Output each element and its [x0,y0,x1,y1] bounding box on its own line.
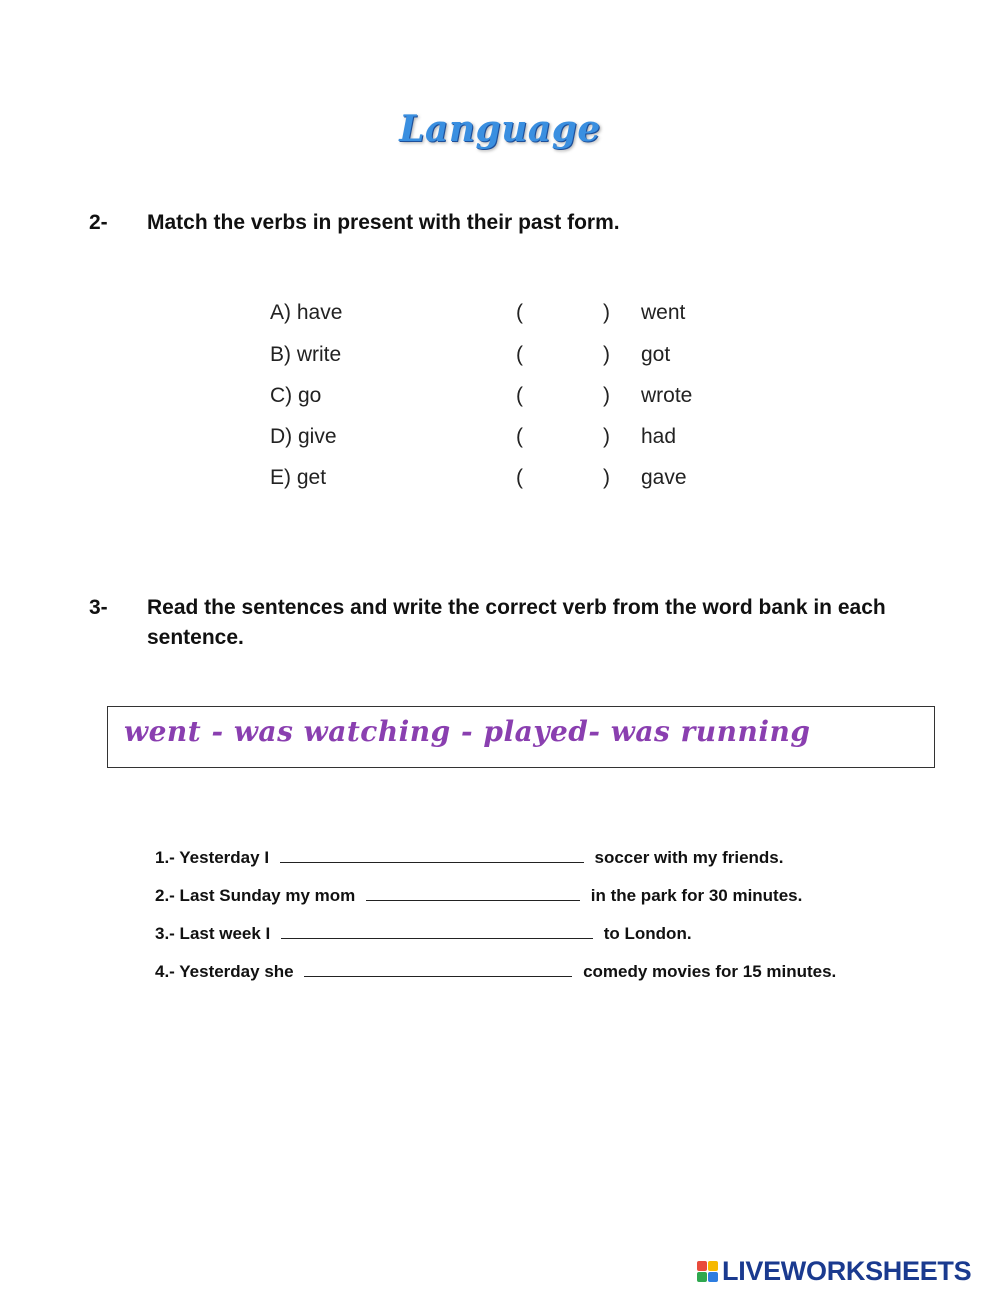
sentence-end: soccer with my friends. [594,848,784,867]
sentence-end: comedy movies for 15 minutes. [583,962,837,981]
past-verb: wrote [641,384,693,407]
logo-block [697,1261,707,1271]
sentence-1 [155,846,783,870]
past-verb: got [641,343,671,366]
answer-close-paren: ) [603,466,610,489]
logo-block [697,1272,707,1282]
past-verb: had [641,425,677,448]
answer-blank[interactable] [304,960,572,977]
sentence-end: to London. [603,924,692,943]
match-row [0,381,1000,411]
question-2-number: 2- [89,211,108,234]
answer-open-paren: ( [516,466,523,489]
present-verb: C) go [270,384,322,407]
match-row [0,340,1000,370]
present-verb: D) give [270,425,337,448]
answer-open-paren: ( [516,301,523,324]
page-title: Language [399,108,601,150]
past-verb: gave [641,466,687,489]
match-row [0,298,1000,328]
answer-open-paren: ( [516,384,523,407]
answer-close-paren: ) [603,343,610,366]
logo-block [708,1272,718,1282]
logo-block [708,1261,718,1271]
present-verb: A) have [270,301,343,324]
sentence-4 [155,960,836,984]
present-verb: B) write [270,343,342,366]
question-3-prompt: Read the sentences and write the correct verb from the word bank in each sentence. [147,596,886,649]
question-3-number: 3- [89,596,108,619]
answer-close-paren: ) [603,301,610,324]
sentence-start: 2.- Last Sunday my mom [155,886,356,905]
word-bank-box [107,706,935,768]
liveworksheets-logo [697,1256,971,1286]
sentence-end: in the park for 30 minutes. [590,886,803,905]
past-verb: went [641,301,686,324]
answer-open-paren: ( [516,343,523,366]
question-2-prompt: Match the verbs in present with their past form. [147,211,620,234]
sentence-2 [155,884,802,908]
sentence-start: 4.- Yesterday she [155,962,294,981]
word-bank-text: went - was watching - played- was running [124,715,811,748]
sentence-3 [155,922,692,946]
sentence-start: 1.- Yesterday I [155,848,270,867]
brand-name: LIVEWORKSHEETS [722,1255,972,1286]
answer-blank[interactable] [366,884,580,901]
sentence-start: 3.- Last week I [155,924,271,943]
answer-blank[interactable] [281,922,593,939]
logo-blocks-icon [697,1261,718,1282]
match-row [0,463,1000,493]
present-verb: E) get [270,466,327,489]
match-row [0,422,1000,452]
answer-close-paren: ) [603,384,610,407]
answer-close-paren: ) [603,425,610,448]
answer-open-paren: ( [516,425,523,448]
answer-blank[interactable] [280,846,584,863]
